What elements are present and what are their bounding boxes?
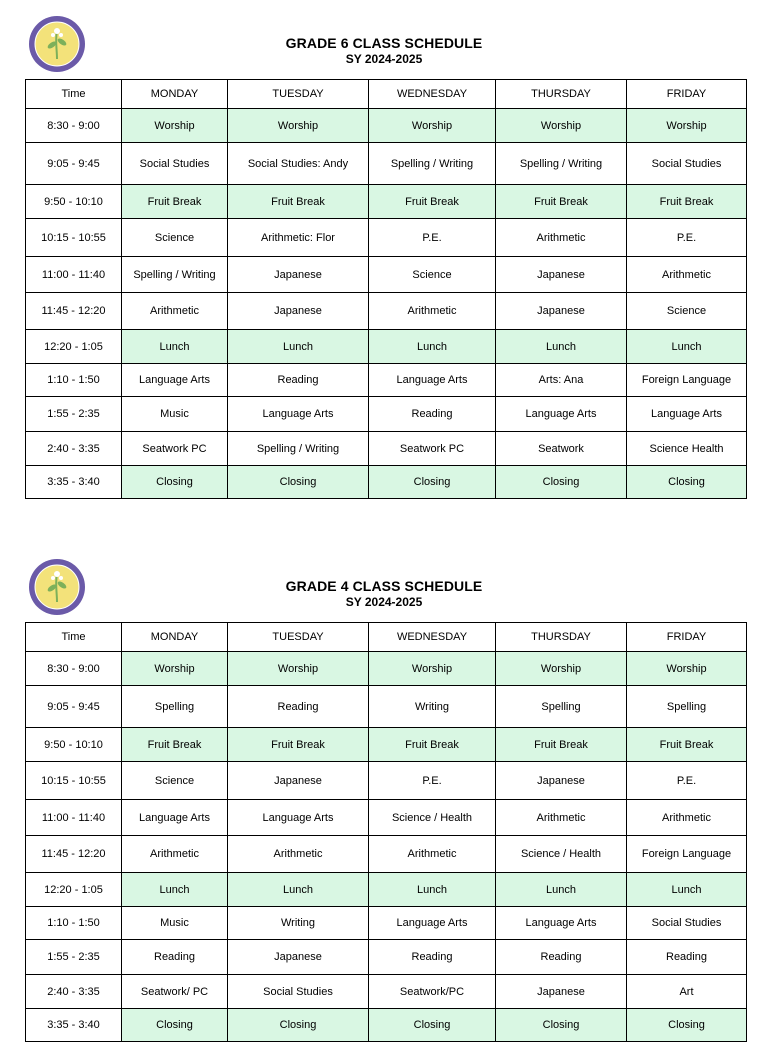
table-row [26,185,747,219]
table-row [26,397,747,432]
table-cell: Reading [496,940,627,975]
schedule-heading [0,578,768,610]
header-cell: FRIDAY [627,623,747,652]
table-cell: Arithmetic [369,293,496,330]
table-cell: Arithmetic [122,293,228,330]
table-cell: Language Arts [122,364,228,397]
table-cell: Language Arts [228,397,369,432]
table-cell: Fruit Break [122,728,228,762]
table-cell: Seatwork/PC [369,975,496,1009]
table-cell: Closing [122,1009,228,1042]
table-cell: Arithmetic [369,836,496,873]
table-cell: Lunch [369,873,496,907]
table-cell: Social Studies [627,143,747,185]
header-cell: TUESDAY [228,80,369,109]
table-cell: Fruit Break [496,185,627,219]
table-cell: Science / Health [496,836,627,873]
table-cell: Arithmetic: Flor [228,219,369,257]
time-cell: 8:30 - 9:00 [26,652,122,686]
table-cell: Worship [228,652,369,686]
table-cell: Closing [496,466,627,499]
table-cell: Japanese [496,257,627,293]
table-cell: Worship [627,652,747,686]
table-cell: Arts: Ana [496,364,627,397]
table-cell: Japanese [496,293,627,330]
table-cell: Closing [122,466,228,499]
time-cell: 1:10 - 1:50 [26,364,122,397]
table-row [26,293,747,330]
table-cell: Worship [369,652,496,686]
table-cell: Fruit Break [627,185,747,219]
table-cell: Language Arts [496,907,627,940]
time-cell: 12:20 - 1:05 [26,330,122,364]
table-cell: Foreign Language [627,836,747,873]
table-cell: Writing [228,907,369,940]
table-cell: Lunch [122,330,228,364]
table-cell: Writing [369,686,496,728]
table-cell: Japanese [228,257,369,293]
schedule-subtitle: SY 2024-2025 [345,52,423,66]
table-row [26,432,747,466]
time-cell: 1:55 - 2:35 [26,397,122,432]
table-cell: P.E. [627,219,747,257]
table-cell: Spelling / Writing [496,143,627,185]
schedule-title: GRADE 4 CLASS SCHEDULE [285,578,483,594]
time-cell: 9:05 - 9:45 [26,143,122,185]
time-cell: 2:40 - 3:35 [26,975,122,1009]
grade4-schedule-table [25,622,747,1042]
table-cell: Arithmetic [627,800,747,836]
table-cell: Seatwork [496,432,627,466]
table-cell: Reading [369,940,496,975]
time-cell: 11:45 - 12:20 [26,293,122,330]
table-cell: Seatwork PC [369,432,496,466]
table-cell: Fruit Break [228,728,369,762]
table-cell: Worship [122,652,228,686]
table-row [26,762,747,800]
table-cell: Spelling / Writing [122,257,228,293]
table-cell: Music [122,397,228,432]
table-cell: Reading [369,397,496,432]
table-cell: Lunch [369,330,496,364]
time-cell: 11:45 - 12:20 [26,836,122,873]
table-cell: Japanese [496,762,627,800]
table-cell: Closing [627,466,747,499]
time-cell: 9:50 - 10:10 [26,185,122,219]
time-cell: 12:20 - 1:05 [26,873,122,907]
time-cell: 2:40 - 3:35 [26,432,122,466]
table-cell: Japanese [496,975,627,1009]
table-cell: Reading [122,940,228,975]
header-cell: THURSDAY [496,623,627,652]
table-cell: Fruit Break [627,728,747,762]
table-cell: Language Arts [369,907,496,940]
table-row [26,364,747,397]
table-cell: Social Studies [228,975,369,1009]
table-cell: Lunch [496,873,627,907]
time-cell: 8:30 - 9:00 [26,109,122,143]
table-row [26,257,747,293]
time-cell: 11:00 - 11:40 [26,257,122,293]
table-cell: Lunch [228,873,369,907]
table-header-row [26,80,747,109]
table-cell: Arithmetic [228,836,369,873]
table-row [26,143,747,185]
table-cell: Reading [228,364,369,397]
table-cell: Science / Health [369,800,496,836]
table-cell: Language Arts [627,397,747,432]
time-cell: 9:50 - 10:10 [26,728,122,762]
table-cell: Worship [122,109,228,143]
table-cell: Language Arts [496,397,627,432]
table-cell: Fruit Break [496,728,627,762]
table-cell: Arithmetic [496,800,627,836]
table-cell: Worship [369,109,496,143]
table-cell: Fruit Break [369,185,496,219]
table-cell: Seatwork/ PC [122,975,228,1009]
table-cell: Fruit Break [122,185,228,219]
table-cell: Worship [496,109,627,143]
table-cell: Japanese [228,762,369,800]
header-cell: MONDAY [122,623,228,652]
table-cell: Science Health [627,432,747,466]
header-cell: FRIDAY [627,80,747,109]
table-cell: Language Arts [228,800,369,836]
table-row [26,836,747,873]
table-cell: Worship [627,109,747,143]
table-cell: Japanese [228,293,369,330]
time-cell: 10:15 - 10:55 [26,762,122,800]
header-cell: WEDNESDAY [369,623,496,652]
table-row [26,940,747,975]
table-cell: Social Studies: Andy [228,143,369,185]
table-cell: Fruit Break [228,185,369,219]
table-cell: Closing [627,1009,747,1042]
table-cell: Closing [369,466,496,499]
table-cell: Music [122,907,228,940]
table-cell: Japanese [228,940,369,975]
table-row [26,1009,747,1042]
table-row [26,109,747,143]
time-cell: 1:10 - 1:50 [26,907,122,940]
schedule-heading [0,35,768,67]
table-row [26,330,747,364]
time-cell: 10:15 - 10:55 [26,219,122,257]
table-row [26,728,747,762]
time-cell: 3:35 - 3:40 [26,1009,122,1042]
schedule-subtitle: SY 2024-2025 [345,595,423,609]
table-row [26,975,747,1009]
table-cell: Social Studies [122,143,228,185]
table-cell: Reading [627,940,747,975]
table-cell: Science [122,219,228,257]
header-cell: WEDNESDAY [369,80,496,109]
header-cell: MONDAY [122,80,228,109]
table-cell: Spelling / Writing [228,432,369,466]
table-cell: Arithmetic [496,219,627,257]
table-row [26,219,747,257]
table-cell: Lunch [627,330,747,364]
table-cell: P.E. [369,219,496,257]
table-cell: Lunch [122,873,228,907]
table-cell: Lunch [228,330,369,364]
table-cell: Closing [496,1009,627,1042]
table-row [26,907,747,940]
table-cell: Spelling / Writing [369,143,496,185]
header-cell: TUESDAY [228,623,369,652]
table-cell: Spelling [496,686,627,728]
table-cell: Science [627,293,747,330]
table-cell: Spelling [627,686,747,728]
table-row [26,466,747,499]
table-cell: Fruit Break [369,728,496,762]
table-cell: Art [627,975,747,1009]
table-row [26,686,747,728]
table-cell: Lunch [627,873,747,907]
table-cell: Closing [369,1009,496,1042]
header-cell: THURSDAY [496,80,627,109]
table-row [26,800,747,836]
table-row [26,652,747,686]
table-cell: Science [369,257,496,293]
table-cell: Seatwork PC [122,432,228,466]
header-cell: Time [26,80,122,109]
table-cell: Reading [228,686,369,728]
grade6-schedule-table [25,79,747,499]
table-cell: Spelling [122,686,228,728]
time-cell: 11:00 - 11:40 [26,800,122,836]
table-cell: Science [122,762,228,800]
table-cell: Lunch [496,330,627,364]
table-cell: Closing [228,466,369,499]
table-cell: Worship [228,109,369,143]
time-cell: 1:55 - 2:35 [26,940,122,975]
table-cell: Language Arts [369,364,496,397]
table-cell: Language Arts [122,800,228,836]
time-cell: 9:05 - 9:45 [26,686,122,728]
table-cell: Closing [228,1009,369,1042]
table-cell: Social Studies [627,907,747,940]
table-header-row [26,623,747,652]
header-cell: Time [26,623,122,652]
table-cell: Foreign Language [627,364,747,397]
table-cell: P.E. [627,762,747,800]
schedule-title: GRADE 6 CLASS SCHEDULE [285,35,483,51]
table-cell: P.E. [369,762,496,800]
table-cell: Worship [496,652,627,686]
table-row [26,873,747,907]
table-cell: Arithmetic [122,836,228,873]
time-cell: 3:35 - 3:40 [26,466,122,499]
table-cell: Arithmetic [627,257,747,293]
